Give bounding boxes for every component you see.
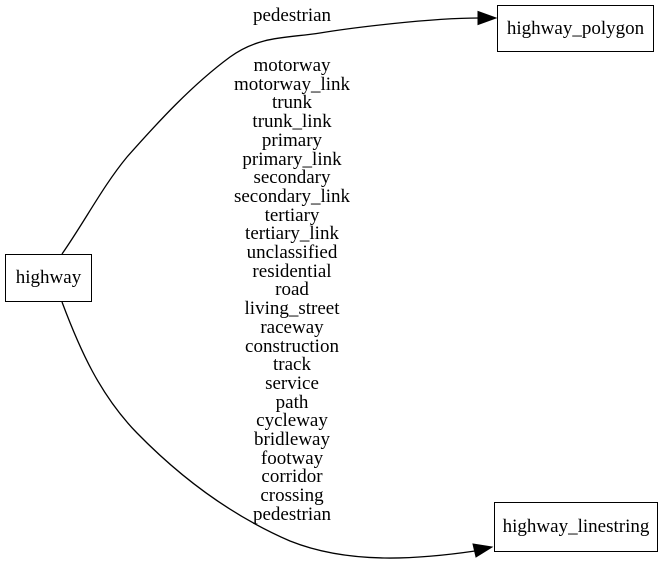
edge-label-line: raceway xyxy=(260,316,324,338)
edge-label-linestring-values xyxy=(234,57,350,525)
edge-label-line: bridleway xyxy=(254,429,330,451)
edge-label-line: secondary xyxy=(253,167,331,189)
edge-label-line: track xyxy=(273,354,311,376)
edge-label-line: trunk_link xyxy=(252,111,332,133)
arrowhead-linestring-edge xyxy=(473,544,492,557)
edge-label-line: construction xyxy=(245,335,339,357)
edge-label-line: secondary_link xyxy=(233,185,351,207)
edge-label-line: pedestrian xyxy=(252,503,332,525)
node-highway-linestring-label: highway_linestring xyxy=(502,516,650,537)
node-highway-polygon-label: highway_polygon xyxy=(506,17,645,39)
edge-label-line: path xyxy=(275,391,309,413)
edge-label-line: footway xyxy=(260,447,324,469)
edge-label-line: motorway_link xyxy=(233,73,351,95)
edge-label-line: crossing xyxy=(260,485,324,507)
node-highway-label: highway xyxy=(15,267,82,288)
edge-label-line: corridor xyxy=(261,466,323,488)
edge-label-line: unclassified xyxy=(246,242,338,264)
arrowhead-polygon-edge xyxy=(478,12,496,25)
edge-label-line: tertiary_link xyxy=(245,223,339,245)
edge-label-line: residential xyxy=(252,260,332,282)
node-highway-linestring xyxy=(494,502,658,552)
edge-label-line: living_street xyxy=(244,298,340,320)
edge-label-line: primary xyxy=(261,129,323,151)
node-highway xyxy=(5,254,92,302)
edge-label-line: primary_link xyxy=(242,148,342,170)
edge-label-polygon-pedestrian: pedestrian xyxy=(252,5,332,26)
edge-label-line: cycleway xyxy=(256,410,328,432)
edge-label-line: motorway xyxy=(253,55,331,76)
edge-label-line: tertiary xyxy=(264,204,320,226)
edge-label-line: service xyxy=(265,372,319,394)
edge-label-line: road xyxy=(275,279,309,301)
edge-label-line: trunk xyxy=(271,92,313,114)
node-highway-polygon xyxy=(497,5,654,52)
